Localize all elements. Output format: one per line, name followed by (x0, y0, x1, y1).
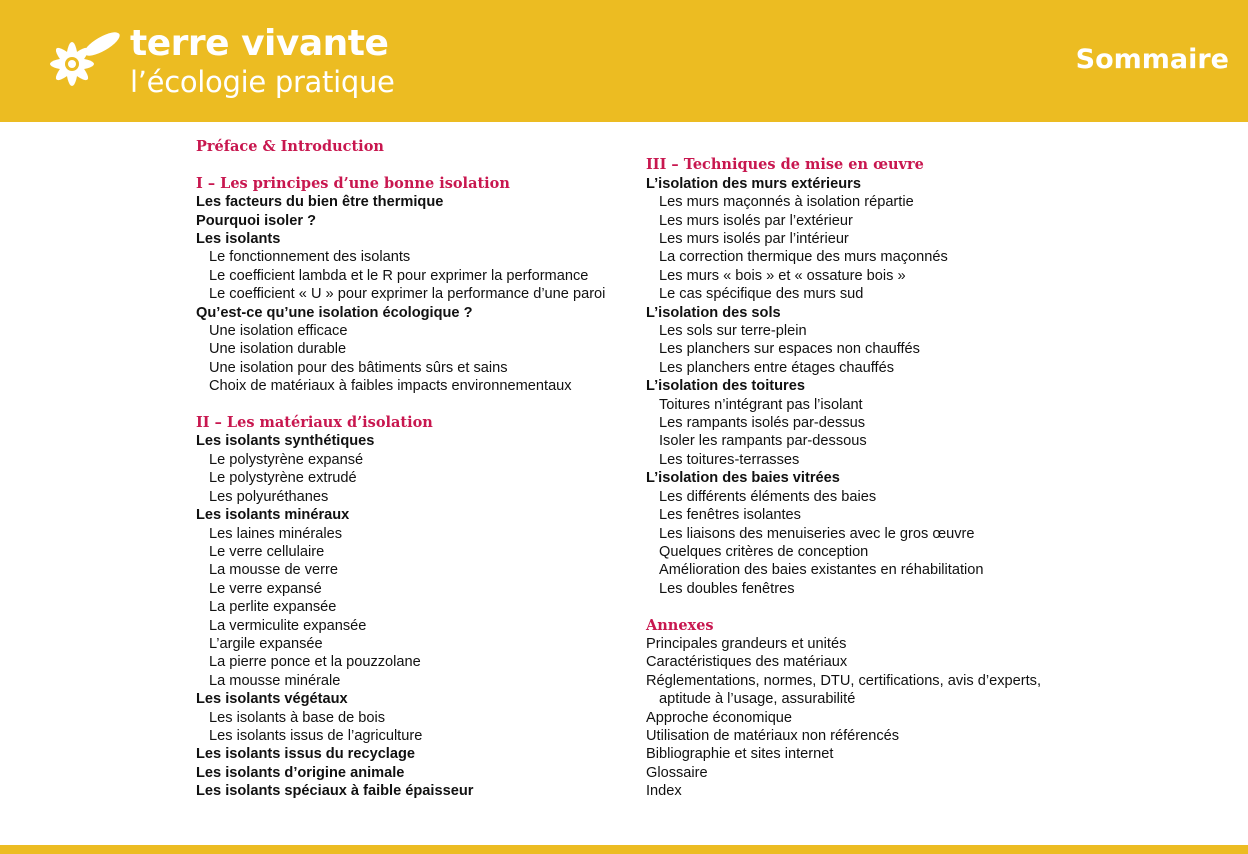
toc-left-column (196, 138, 626, 801)
toc-subentry: Isoler les rampants par-dessous (659, 433, 867, 450)
toc-entry: Glossaire (646, 764, 708, 781)
footer-bar (0, 845, 1248, 854)
toc-right-column (646, 138, 1086, 801)
toc-subentry: La vermiculite expansée (209, 617, 367, 634)
toc-subentry: Le coefficient « U » pour exprimer la performance d’une paroi (209, 286, 606, 303)
toc-chapter: Les isolants végétaux (196, 691, 348, 708)
header-banner (0, 0, 1248, 122)
toc-subentry: Les murs « bois » et « ossature bois » (659, 267, 906, 284)
brand (130, 22, 395, 98)
toc-part-heading: I – Les principes d’une bonne isolation (196, 174, 510, 192)
toc-chapter: L’isolation des baies vitrées (646, 470, 840, 487)
toc-part-heading: Préface & Introduction (196, 138, 384, 155)
toc-subentry: Les toitures-terrasses (659, 451, 800, 468)
toc-subentry: Les murs isolés par l’extérieur (659, 212, 853, 229)
toc-part-heading: Annexes (646, 616, 714, 634)
toc-subentry: Les polyuréthanes (209, 488, 329, 505)
toc-chapter: Les isolants spéciaux à faible épaisseur (196, 783, 474, 800)
toc-subentry: aptitude à l’usage, assurabilité (659, 691, 856, 708)
toc-subentry: La mousse minérale (209, 672, 341, 689)
toc-subentry: Les planchers entre étages chauffés (659, 359, 895, 376)
toc-subentry: Le coefficient lambda et le R pour exprimer la performance (209, 267, 589, 284)
toc-chapter: Les isolants synthétiques (196, 433, 375, 450)
toc-part-heading: III – Techniques de mise en œuvre (646, 156, 924, 174)
toc-part-heading: II – Les matériaux d’isolation (196, 414, 433, 432)
toc-chapter: Les isolants d’origine animale (196, 764, 405, 781)
toc-subentry: Toitures n’intégrant pas l’isolant (659, 396, 863, 413)
toc-subentry: Une isolation efficace (209, 323, 348, 340)
toc-subentry: Le polystyrène extrudé (209, 470, 357, 487)
toc-entry: Principales grandeurs et unités (646, 635, 847, 652)
brand-name: terre vivante (130, 23, 389, 64)
toc-subentry: La pierre ponce et la pouzzolane (209, 654, 421, 671)
toc-subentry: Les murs maçonnés à isolation répartie (659, 194, 914, 211)
toc-subentry: Le verre expansé (209, 580, 322, 597)
toc-subentry: Le cas spécifique des murs sud (659, 286, 864, 303)
toc-entry: Approche économique (646, 709, 793, 726)
toc-chapter: Les isolants (196, 231, 281, 248)
toc-chapter: Les isolants minéraux (196, 507, 350, 524)
toc-subentry: La correction thermique des murs maçonnés (659, 249, 948, 266)
toc-entry: Utilisation de matériaux non référencés (646, 727, 900, 744)
toc-entry: Index (646, 783, 682, 800)
toc-subentry: Une isolation durable (209, 341, 347, 358)
toc-subentry: Quelques critères de conception (659, 543, 869, 560)
toc-subentry: Les laines minérales (209, 525, 343, 542)
toc-subentry: Les murs isolés par l’intérieur (659, 231, 849, 248)
toc-chapter: L’isolation des sols (646, 304, 781, 321)
toc-subentry: L’argile expansée (209, 635, 323, 652)
toc-chapter: Les isolants issus du recyclage (196, 746, 416, 763)
toc-subentry: Les doubles fenêtres (659, 580, 795, 597)
toc-subentry: La mousse de verre (209, 562, 338, 579)
toc-subentry: Amélioration des baies existantes en réhabilitation (659, 562, 984, 579)
page-title: Sommaire (1075, 44, 1229, 75)
toc-chapter: L’isolation des murs extérieurs (646, 175, 861, 192)
toc-subentry: Choix de matériaux à faibles impacts environnementaux (209, 378, 572, 395)
toc-entry: Bibliographie et sites internet (646, 746, 834, 763)
toc-subentry: Les sols sur terre-plein (659, 323, 807, 340)
toc-subentry: Les fenêtres isolantes (659, 507, 801, 524)
toc-chapter: L’isolation des toitures (646, 378, 805, 395)
toc-subentry: Les isolants issus de l’agriculture (209, 727, 423, 744)
toc-subentry: Le fonctionnement des isolants (209, 249, 411, 266)
brand-tagline: l’écologie pratique (130, 65, 395, 99)
toc-subentry: La perlite expansée (209, 599, 337, 616)
toc-chapter: Qu’est-ce qu’une isolation écologique ? (196, 304, 473, 321)
toc-subentry: Les planchers sur espaces non chauffés (659, 341, 920, 358)
toc-chapter: Pourquoi isoler ? (196, 212, 316, 229)
toc-subentry: Le verre cellulaire (209, 543, 325, 560)
toc-entry: Caractéristiques des matériaux (646, 654, 848, 671)
toc-entry: Réglementations, normes, DTU, certifications, avis d’experts, (646, 672, 1041, 689)
toc-subentry: Les différents éléments des baies (659, 488, 877, 505)
toc-subentry: Une isolation pour des bâtiments sûrs et sains (209, 359, 508, 376)
toc-subentry: Le polystyrène expansé (209, 451, 364, 468)
toc-subentry: Les rampants isolés par-dessus (659, 415, 866, 432)
daisy-logo-icon (46, 30, 126, 94)
toc-chapter: Les facteurs du bien être thermique (196, 194, 444, 211)
toc-subentry: Les liaisons des menuiseries avec le gros œuvre (659, 525, 975, 542)
toc-subentry: Les isolants à base de bois (209, 709, 386, 726)
